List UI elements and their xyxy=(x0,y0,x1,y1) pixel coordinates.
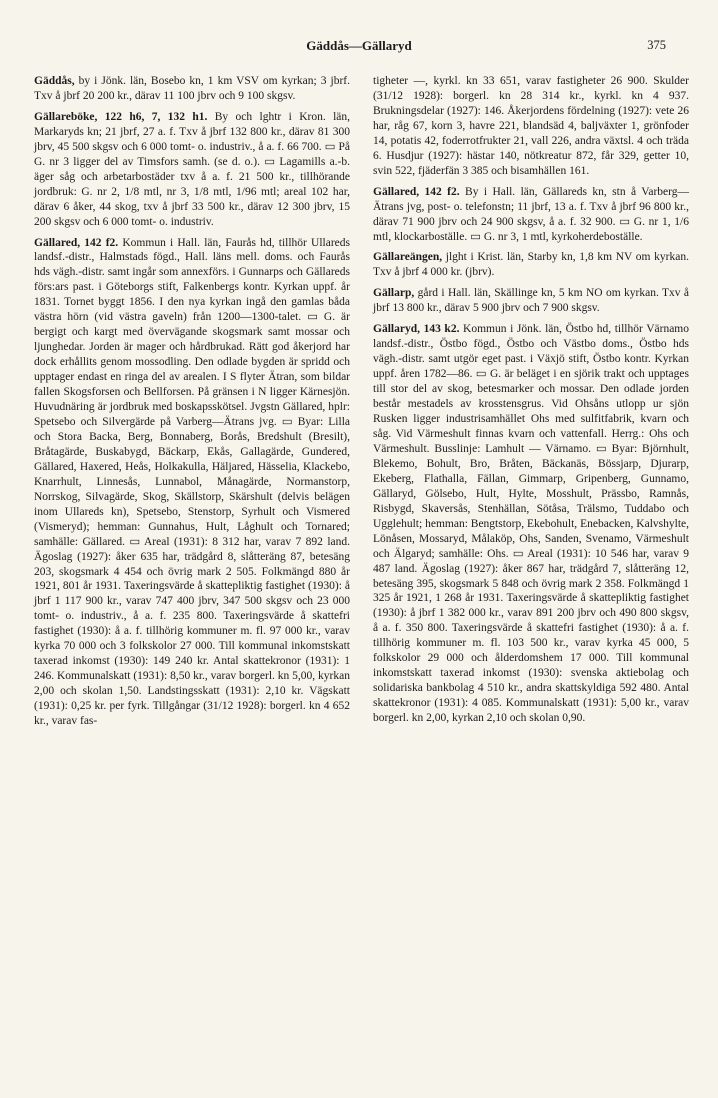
entry-headword: Gäddås, xyxy=(34,75,75,87)
page-header xyxy=(0,38,718,58)
entry-gallared-kommun xyxy=(34,236,350,729)
entry-text: Kommun i Hall. län, Faurås hd, tillhör Ullareds landsf.-distr., Halmstads fögd., Hall. läns mell. doms. och Faurås hds vägh.-distr. samt ingår som annexförs. i Gunnarps och Gällareds förs:ars past. i Göteborgs stift, Falkenbergs kontr. Kyrkan uppf. år 1831. Tornet byggt 1856. I den nya kyrkan ingå den gamlas båda västra hörn (vid västra gaveln) från 1200—1300-talet. ▭ G. är bergigt och kargt med övervägande skogsmark samt mossar och ljunghedar. Jorden är mager och hårdbrukad. Rätt god åkerjord har dock erhållits genom mossodling. Den odlade bygden är spridd och upptager endast en ringa del av arealen. I S flyter Ätran, som bildar fallen Skogsforsen och Bellforsen. På gränsen i N ligger Kärnesjön. Huvudnäring är jordbruk med boskapsskötsel. Jvgstn Gällared, hplr: Spetsebo och Silvergärde på Varberg—Ätrans jvg. ▭ Byar: Lilla och Stora Backa, Berg, Bonnaberg, Borås, Bredshult (Bresilt), Bråtagärde, Buskabygd, Bäckarp, Ekås, Gallagärde, Gundered, Gällared, Haxered, Heås, Holkakulla, Häljared, Hässelia, Klackebo, Knarrhult, Linnesås, Lunnabol, Månagärde, Normanstorp, Norrskog, Silvagärde, Skog, Skällstorp, Skärshult (delvis belägen inom Ullareds kn), Spetsebo, Stenstorp, Syrhult och Vismered (Vismeryd); hemman: Gunnahus, Hult, Låghult och Tornared; samhälle: Gällared. ▭ Areal (1931): 8 312 har, varav 7 892 land. Ägoslag (1927): åker 635 har, trädgård 8, slåtteräng 87, betesäng 203, skogsmark 4 454 och övrig mark 2 505. Folkmängd 880 år 1921, 801 år 1931. Taxeringsvärde å skattepliktig fastighet (1930): å jbrf 1 117 900 kr., varav 747 400 jbrv, 347 500 skgsv och 23 000 tomt- o. industriv., å a. f. 235 800. Taxeringsvärde å skattefri fastighet (1930): å a. f. tillhörig kommuner m. fl. 97 000 kr., varav kyrka 70 000 och 3 folkskolor 27 000. Till kommunal inkomstskatt taxerad inkomst (1930): 149 240 kr. Antal skattekronor (1931): 1 246. Kommunalskatt (1931): 8,50 kr., varav borgerl. kn 5,00, kyrkan 2,00 och skolan 1,50. Landstingsskatt (1931): 2,10 kr. Vägskatt (1931): 0,25 kr. per fyrk. Tillgångar (31/12 1928): borgerl. kn 4 652 kr., varav fas- xyxy=(34,236,351,728)
running-head: Gäddås—Gällaryd xyxy=(306,38,412,53)
left-column xyxy=(34,74,350,735)
entry-text: By och lghtr i Kron. län, Markaryds kn; 21 jbrf, 27 a. f. Txv å jbrf 132 800 kr., därav 81 300 jbrv, 45 500 skgsv och 6 000 tomt- o. industriv., å a. f. 66 700. ▭ På G. nr 3 ligger del av Timsfors samh. (se d. o.). ▭ Lagamills a.-b. äger såg och arbetarbostäder txv å a. f. 21 500 kr., tillhörande jordbruk: G. nr 2, 1/8 mtl, nr 3, 1/8 mtl, 1/96 mtl; areal 102 har, därav 6 åker, 44 skog, txv å jbrf 33 500 kr., därav 12 300 jbrv, 15 200 skgsv och 6 000 tomt- o. industriv. xyxy=(34,110,350,228)
entry-headword: Gällareböke, 122 h6, 7, 132 h1. xyxy=(34,110,208,123)
right-column xyxy=(373,74,689,732)
entry-text: tigheter —, kyrkl. kn 33 651, varav fastigheter 26 900. Skulder (31/12 1928): borgerl. kn 28 314 kr., kyrkl. kn 4 937. Brukningsdelar (1927): 146. Åkerjordens fördelning (1927): vete 26 har, råg 67, korn 3, havre 221, blandsäd 4, baljväxter 1, grönfoder 14, potatis 42, foderrotfrukter 21, vall 226, andra växtsl. 4 och träda 6. Husdjur (1927): hästar 140, nötkreatur 872, får 329, getter 10, svin 522, fjäderfän 3 385 och bisamhällen 161. xyxy=(373,75,689,177)
entry-continuation xyxy=(373,74,689,179)
entry-headword: Gällaryd, 143 k2. xyxy=(373,323,460,336)
entry-gallareboke xyxy=(34,110,350,230)
entry-text: by i Jönk. län, Bosebo kn, 1 km VSV om kyrkan; 3 jbrf. Txv å jbrf 20 200 kr., därav 11 100 jbrv och 9 100 skgsv. xyxy=(34,75,350,102)
entry-headword: Gällareängen, xyxy=(373,251,443,264)
entry-headword: Gällarp, xyxy=(373,287,415,300)
entry-headword: Gällared, 142 f2. xyxy=(34,236,119,249)
entry-gallarp xyxy=(373,286,689,316)
entry-text: jlght i Krist. län, Starby kn, 1,8 km NV om kyrkan. Txv å jbrf 4 000 kr. (jbrv). xyxy=(373,251,689,279)
entry-gallared-by xyxy=(373,185,689,245)
entry-gaddas xyxy=(34,74,350,104)
entry-headword: Gällared, 142 f2. xyxy=(373,185,460,198)
page-number: 375 xyxy=(647,38,666,52)
entry-gallareangen xyxy=(373,250,689,280)
entry-gallaryd xyxy=(373,322,689,726)
entry-text: Kommun i Jönk. län, Östbo hd, tillhör Värnamo landsf.-distr., Östbo fögd., Östbo och Västbo doms., Östbo hds vägh.-distr. samt utgör eget past. i Växjö stift, Östbo kontr. Kyrkan uppf. åren 1782—86. ▭ G. är beläget i en sjörik trakt och upptages till stor del av skog, betesmarker och mossar. Den odlade jorden består mestadels av krosstensgrus. Vid Ohsåns utlopp ur sjön Rusken ligger industrisamhället Ohs med sulfitfabrik, kvarn och såg. Vid Värmeshult finnas kvarn och vattenfall. Herrg.: Ohs och Värmeshult. Busslinje: Lamhult — Värnamo. ▭ Byar: Björnhult, Blekemo, Bohult, Bro, Bråten, Bäckanäs, Bössjarp, Djurarp, Ekeberg, Flathalla, Fällan, Gimmarp, Gripenberg, Gunnamo, Gällaryd, Gölsebo, Hult, Hylte, Mosshult, Prässbo, Ramnås, Risbygd, Skaversås, Stenhällan, Sötåsa, Trälsmo, Tuddabo och Ugglehult; hemman: Bengtstorp, Ekebohult, Enebacken, Kalvshylte, Lönåsen, Mossaryd, Målaköp, Ohs, Sanden, Svenamo, Värmeshult och Älgaryd; samhälle: Ohs. ▭ Areal (1931): 10 546 har, varav 9 487 land. Ägoslag (1927): åker 867 har, trädgård 7, slåtteräng 12, betesäng 395, skogsmark 5 848 och övrig mark 2 358. Folkmängd 1 325 år 1921, 1 268 år 1931. Taxeringsvärde å skattepliktig fastighet (1930): å jbrf 1 382 000 kr., varav 891 200 jbrv och 490 800 skgsv, å a. f. 350 800. Taxeringsvärde å skattefri fastighet (1930): å a. f. tillhörig kommuner m. fl. 103 500 kr., varav kyrka 45 000, 5 folkskolor 29 000 och ålderdomshem 17 000. Till kommunal inkomstskatt taxerad inkomst (1930): svenska aktiebolag och solidariska bankbolag 4 510 kr., andra skattskyldiga 592 480. Antal skattekronor (1931): 4 085. Kommunalskatt (1931): 5,00 kr., varav borgerl. kn 2,00, kyrkan 2,10 och skolan 0,90. xyxy=(373,323,689,725)
entry-text: By i Hall. län, Gällareds kn, stn å Varberg—Ätrans jvg, post- o. telefonstn; 11 jbrf, 13 a. f. Txv å jbrf 96 800 kr., därav 71 900 jbrv och 24 900 skgsv, å a. f. 32 900. ▭ G. nr 1, 1/6 mtl, klockarboställe. ▭ G. nr 3, 1 mtl, kyrkoherdeboställe. xyxy=(373,185,689,243)
entry-text: gård i Hall. län, Skällinge kn, 5 km NO om kyrkan. Txv å jbrf 13 800 kr., därav 5 900 jbrv och 7 900 skgsv. xyxy=(373,287,689,315)
